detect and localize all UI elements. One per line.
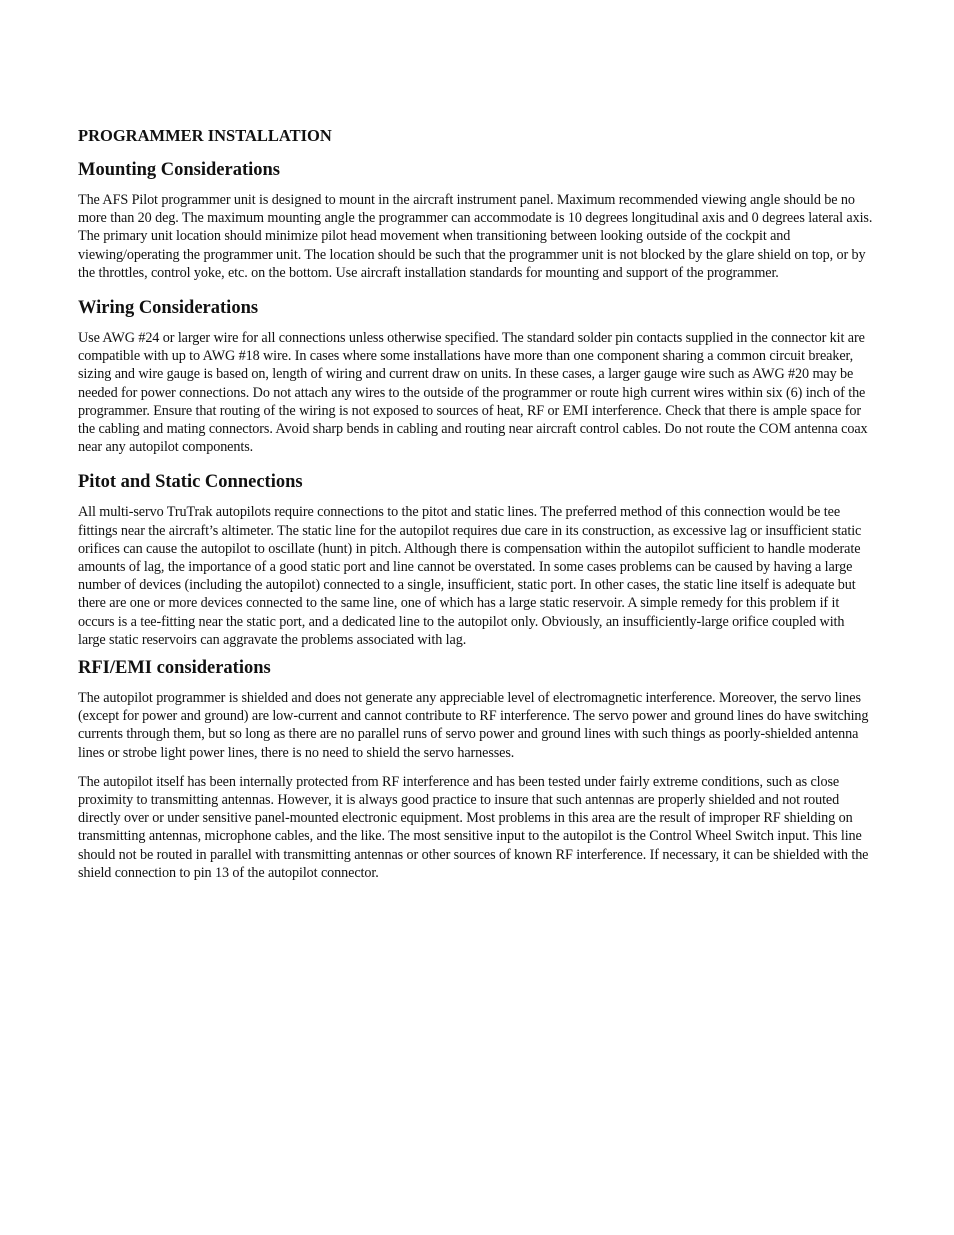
section-heading-rfi-emi: RFI/EMI considerations <box>78 658 271 679</box>
section-mounting <box>78 158 874 282</box>
paragraph-rfi-emi-1: The autopilot programmer is shielded and does not generate any appreciable level of electromagnetic interference. Moreover, the servo lines (except for power and ground) are low-current and cannot contribute to RF interference. The servo power and ground lines do have switching currents through them, but so long as there are no parallel runs of servo power and ground lines with such things as poorly-shielded antenna lines or strobe light power lines, there is no need to shield the servo harnesses. <box>78 690 869 761</box>
section-rfi-emi <box>78 656 874 882</box>
document-title: PROGRAMMER INSTALLATION <box>78 126 332 145</box>
paragraph-mounting: The AFS Pilot programmer unit is designed to mount in the aircraft instrument panel. Maximum recommended viewing angle should be no more than 20 deg. The maximum mounting angle the programmer can accommodate is 10 degrees longitudinal axis and 0 degrees lateral axis. The primary unit location should minimize pilot head movement when transitioning between looking outside of the cockpit and viewing/operating the programmer unit. The location should be such that the programmer unit is not blocked by the glare shield on top, or by the throttles, control yoke, etc. on the bottom. Use aircraft installation standards for mounting and support of the programmer. <box>78 192 873 281</box>
section-heading-mounting: Mounting Considerations <box>78 160 280 180</box>
paragraph-pitot-static: All multi-servo TruTrak autopilots require connections to the pitot and static lines. The preferred method of this connection would be tee fittings near the aircraft’s altimeter. The static line for the autopilot requires due care in its construction, as excessive lag or insufficient static orifices can cause the autopilot to oscillate (hunt) in pitch. Although there is compensation within the autopilot sufficient to handle moderate amounts of lag, the importance of a good static port and line cannot be overstated. In some cases problems can be caused by having a large number of devices (including the autopilot) connected to a single, insufficient, static port. In other cases, the static line itself is adequate but there are one or more devices connected to the same line, one of which has a large static reservoir. A simple remedy for this problem if it occurs is a tee-fitting near the static port, and a dedicated line to the autopilot only. Obviously, an insufficiently-large orifice coupled with large static reservoirs can aggravate the problems associated with lag. <box>78 504 862 648</box>
section-pitot-static <box>78 470 874 649</box>
paragraph-wiring: Use AWG #24 or larger wire for all connections unless otherwise specified. The standard solder pin contacts supplied in the connector kit are compatible with up to AWG #18 wire. In cases where some installations have more than one component sharing a common circuit breaker, sizing and wire gauge is based on, length of wiring and current draw on units. In these cases, a larger gauge wire such as AWG #20 may be needed for power connections. Do not attach any wires to the outside of the programmer or route high current wires within six (6) inch of the programmer. Ensure that routing of the wiring is not exposed to sources of heat, RF or EMI interference. Check that there is ample space for the cabling and mating connectors. Avoid sharp bends in cabling and routing near aircraft control cables. Do not route the COM antenna coax near any autopilot components. <box>78 330 868 456</box>
section-heading-pitot-static: Pitot and Static Connections <box>78 472 303 493</box>
section-wiring <box>78 296 874 456</box>
document-page <box>78 124 874 893</box>
paragraph-rfi-emi-2: The autopilot itself has been internally protected from RF interference and has been tested under fairly extreme conditions, such as close proximity to transmitting antennas. However, it is always good practice to insure that such antennas are properly shielded and not routed directly over or under sensitive panel-mounted electronic equipment. Most problems in this area are the result of improper RF shielding on transmitting antennas, microphone cables, and the like. The most sensitive input to the autopilot is the Control Wheel Switch input. This line should not be routed in parallel with transmitting antennas or other sources of known RF interference. If necessary, it can be shielded with the shield connection to pin 13 of the autopilot connector. <box>78 773 869 881</box>
section-heading-wiring: Wiring Considerations <box>78 298 259 319</box>
